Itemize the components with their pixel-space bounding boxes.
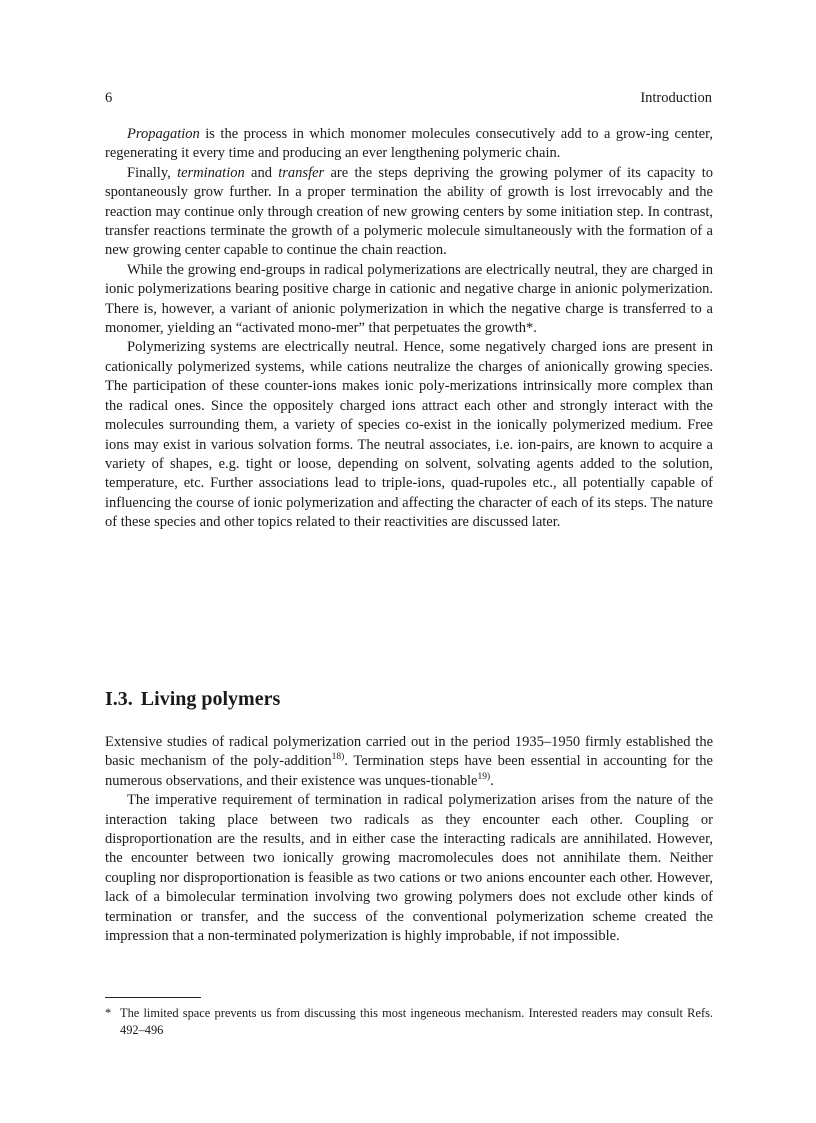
body-text-section (105, 733, 713, 946)
citation-19: 19) (477, 771, 491, 782)
term-transfer: transfer (278, 164, 325, 181)
footnote-text: The limited space prevents us from discussing this most ingeneous mechanism. Interested readers may consult Refs. 492–496 (120, 1006, 713, 1037)
term-propagation: Propagation (127, 126, 200, 142)
footnote-mark: * (105, 1006, 112, 1020)
paragraph-counter-ions: Polymerizing systems are electrically neutral. Hence, some negatively charged ions are present in cationically polymerized systems, while cations neutralize the charges of anionically growing species. The participation of these counter-ions makes ionic poly-merizations intrinsically more complex than the radical ones. Since the oppositely charged ions attract each other and strongly interact with the molecules surrounding them, a variety of species co-exist in the ionically polymerized medium. Free ions may exist in various solvation forms. The neutral associates, i.e. ion-pairs, are known to acquire a variety of shapes, e.g. tight or loose, depending on solvent, solvating agents added to the solution, temperature, etc. Further associations lead to triple-ions, quad-rupoles etc., all potentially capable of influencing the course of ionic polymerization and affecting the character of each of its steps. The nature of these species and other topics related to their reactivities are discussed later. (105, 339, 713, 531)
section-title: Living polymers (140, 688, 281, 710)
paragraph-termination-requirement: The imperative requirement of termination in radical polymerization arises from the nature of the interaction taking place between two radicals as they encounter each other. Coupling or disproportionation are the results, and in either case the interacting radicals are annihilated. However, the encounter between two ionically growing macromolecules does not annihilate them. Neither coupling nor disproportionation is feasible as two cations or two anions encounter each other. However, lack of a bimolecular termination involving two growing polymers does not exclude other kinds of termination or transfer, and the success of the conventional polymerization scheme created the impression that a non-terminated polymerization is highly improbable, if not impossible. (105, 792, 713, 945)
page-number: 6 (105, 90, 113, 106)
footnote-rule (105, 997, 201, 998)
citation-18: 18) (331, 752, 345, 763)
section-heading (105, 688, 280, 711)
paragraph-radical-studies: Extensive studies of radical polymerization carried out in the period 1935–1950 firmly established the basic mechanism of the poly-addition$^{18)}$. Termination steps have been essential in accounting for the numerous observations, and their existence was unques-tionable$^{19)}$. (105, 734, 713, 789)
paragraph-propagation: Propagation is the process in which monomer molecules consecutively add to a grow-ing center, regenerating it every time and producing an ever lengthening polymeric chain. (105, 126, 713, 162)
footnote (105, 1005, 713, 1038)
paragraph-termination: Finally, termination and transfer are the steps depriving the growing polymer of its capacity to spontaneously grow further. In a proper termination the ability of growth is lost irrevocably and the reaction may continue only through creation of new growing centers by some initiation step. In contrast, transfer reactions terminate the growth of a polymeric molecule simultaneously with the formation of a new growing center capable to continue the chain reaction. (105, 164, 713, 259)
section-number: I.3. (105, 688, 133, 710)
paragraph-ionic-charge: While the growing end-groups in radical polymerizations are electrically neutral, they are charged in ionic polymerizations bearing positive charge in cationic and negative charge in anionic polymerization. There is, however, a variant of anionic polymerization in which the negative charge is transferred to a monomer, yielding an “activated mono-mer” that perpetuates the growth*. (105, 261, 713, 337)
term-termination: termination (177, 164, 245, 181)
running-title: Introduction (640, 90, 712, 106)
body-text-top (105, 125, 713, 533)
page-header (105, 90, 712, 110)
